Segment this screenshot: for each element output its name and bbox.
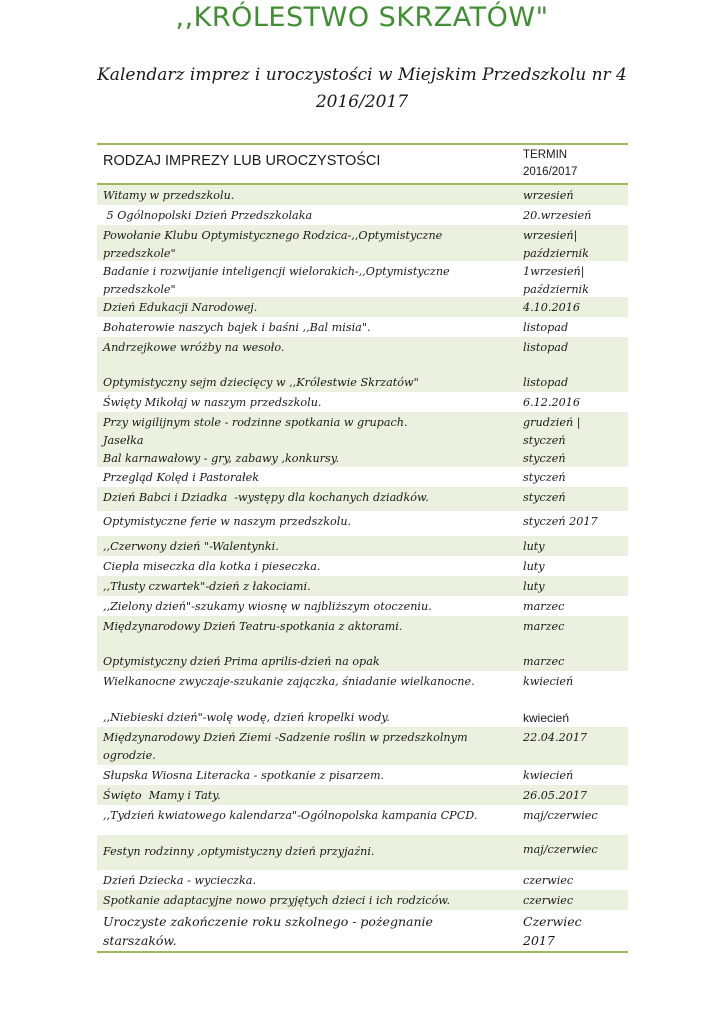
- date-line: grudzień |: [523, 416, 581, 429]
- event-line: Powołanie Klubu Optymistycznego Rodzica-,,Optymistyczne: [103, 229, 443, 242]
- event-cell: Wielkanocne zwyczaje-szukanie zajączka, śniadanie wielkanocne.: [103, 675, 475, 688]
- event-line: starszaków.: [103, 933, 177, 948]
- date-cell: 26.05.2017: [523, 789, 588, 802]
- table-row: [97, 890, 628, 910]
- event-cell: Dzień Edukacji Narodowej.: [103, 301, 258, 314]
- table-row: [97, 185, 628, 205]
- date-line: styczeń: [523, 434, 566, 447]
- subtitle-line-1: Kalendarz imprez i uroczystości w Miejskim Przedszkolu nr 4: [97, 65, 627, 85]
- event-cell: [97, 910, 518, 951]
- event-cell: Witamy w przedszkolu.: [103, 189, 235, 202]
- date-cell: [518, 225, 628, 261]
- date-cell: kwiecień: [523, 675, 574, 688]
- date-cell: listopad: [523, 341, 569, 354]
- event-line: Jasełka: [103, 434, 144, 447]
- event-cell: ,,Zielony dzień"-szukamy wiosnę w najbliższym otoczeniu.: [103, 600, 432, 613]
- date-cell: kwiecień: [523, 711, 570, 725]
- document-subtitle: [40, 62, 684, 116]
- date-cell: styczeń: [523, 452, 566, 465]
- subtitle-line-2: 2016/2017: [315, 92, 409, 112]
- table-row: [97, 392, 628, 412]
- date-cell: luty: [523, 560, 545, 573]
- table-row: [97, 511, 628, 536]
- table-row: [97, 225, 628, 261]
- date-line: Czerwiec: [523, 914, 582, 929]
- document-title: ,,KRÓLESTWO SKRZATÓW": [175, 2, 549, 33]
- table-row: [97, 556, 628, 576]
- event-line: przedszkole": [103, 247, 176, 260]
- table-row: [97, 448, 628, 467]
- table-row: [97, 372, 628, 392]
- event-cell: [97, 727, 518, 765]
- date-cell: 6.12.2016: [523, 396, 580, 409]
- table-row: [97, 205, 628, 225]
- date-cell: marzec: [523, 600, 565, 613]
- event-cell: Ciepła miseczka dla kotka i pieseczka.: [103, 560, 321, 573]
- table-row: [97, 576, 628, 596]
- event-cell: Spotkanie adaptacyjne nowo przyjętych dzieci i ich rodziców.: [103, 894, 451, 907]
- event-cell: [97, 412, 518, 448]
- event-line: Międzynarodowy Dzień Ziemi -Sadzenie roślin w przedszkolnym: [103, 731, 468, 744]
- date-cell: [518, 412, 628, 448]
- event-line: Badanie i rozwijanie inteligencji wielorakich-,,Optymistyczne: [103, 265, 450, 278]
- table-row: [97, 536, 628, 556]
- table-header-row: [97, 145, 628, 185]
- date-cell: maj/czerwiec: [523, 809, 598, 822]
- table-row: [97, 487, 628, 511]
- date-cell: czerwiec: [523, 894, 574, 907]
- date-cell: 4.10.2016: [523, 301, 580, 314]
- event-cell: Święty Mikołaj w naszym przedszkolu.: [103, 396, 322, 409]
- column-header-date-line-2: 2016/2017: [523, 166, 578, 178]
- table-row: [97, 805, 628, 835]
- event-cell: ,,Czerwony dzień "-Walentynki.: [103, 540, 279, 553]
- event-cell: [97, 261, 518, 297]
- event-cell: Optymistyczny dzień Prima aprilis-dzień na opak: [103, 655, 380, 668]
- event-cell: [97, 225, 518, 261]
- date-cell: maj/czerwiec: [523, 843, 598, 856]
- table-row: [97, 785, 628, 805]
- date-cell: styczeń: [523, 491, 566, 504]
- date-cell: listopad: [523, 321, 569, 334]
- table-row: [97, 297, 628, 317]
- table-row: [97, 835, 628, 870]
- event-cell: Bal karnawałowy - gry, zabawy ,konkursy.: [103, 452, 340, 465]
- date-cell: styczeń 2017: [523, 515, 598, 528]
- table-row: [97, 337, 628, 372]
- event-cell: Andrzejkowe wróżby na wesoło.: [103, 341, 285, 354]
- table-row: [97, 596, 628, 616]
- date-line: 1wrzesień|: [523, 265, 585, 278]
- event-cell: Dzień Babci i Dziadka -występy dla kochanych dziadków.: [103, 491, 429, 504]
- date-line: październik: [523, 283, 589, 296]
- table-row: [97, 707, 628, 727]
- column-header-event: RODZAJ IMPREZY LUB UROCZYSTOŚCI: [103, 153, 381, 169]
- table-row: [97, 765, 628, 785]
- table-row: [97, 317, 628, 337]
- date-cell: styczeń: [523, 471, 566, 484]
- date-line: 2017: [523, 933, 555, 948]
- date-cell: [518, 261, 628, 297]
- event-line: Uroczyste zakończenie roku szkolnego - pożegnanie: [103, 914, 433, 929]
- event-line: Przy wigilijnym stole - rodzinne spotkania w grupach.: [103, 416, 408, 429]
- date-line: październik: [523, 247, 589, 260]
- event-cell: Międzynarodowy Dzień Teatru-spotkania z aktorami.: [103, 620, 403, 633]
- event-cell: Festyn rodzinny ,optymistyczny dzień przyjaźni.: [103, 845, 375, 858]
- event-cell: Słupska Wiosna Literacka - spotkanie z pisarzem.: [103, 769, 385, 782]
- table-row: [97, 671, 628, 707]
- table-row: [97, 616, 628, 651]
- event-cell: Optymistyczne ferie w naszym przedszkolu.: [103, 515, 352, 528]
- date-cell: marzec: [523, 655, 565, 668]
- event-line: przedszkole": [103, 283, 176, 296]
- event-line: ogrodzie.: [103, 749, 156, 762]
- date-cell: luty: [523, 540, 545, 553]
- column-header-date: [518, 145, 628, 183]
- date-cell: kwiecień: [523, 769, 574, 782]
- date-cell: czerwiec: [523, 874, 574, 887]
- column-header-date-line-1: TERMIN: [523, 149, 568, 161]
- date-cell: luty: [523, 580, 545, 593]
- date-cell: listopad: [523, 376, 569, 389]
- event-cell: Bohaterowie naszych bajek i baśni ,,Bal misia".: [103, 321, 371, 334]
- table-row: [97, 467, 628, 487]
- event-cell: Przegląd Kolęd i Pastorałek: [103, 471, 260, 484]
- event-cell: Dzień Dziecka - wycieczka.: [103, 874, 257, 887]
- table-row: [97, 870, 628, 890]
- event-cell: ,,Niebieski dzień"-wolę wodę, dzień kropelki wody.: [103, 711, 390, 724]
- table-row: [97, 261, 628, 297]
- table-row: [97, 412, 628, 448]
- event-cell: Optymistyczny sejm dziecięcy w ,,Królestwie Skrzatów": [103, 376, 419, 389]
- date-cell: [518, 910, 628, 951]
- date-cell: 22.04.2017: [523, 731, 588, 744]
- event-cell: ,,Tydzień kwiatowego kalendarza"-Ogólnopolska kampania CPCD.: [103, 809, 478, 822]
- date-cell: wrzesień: [523, 189, 574, 202]
- events-table: [97, 143, 628, 953]
- table-row: [97, 727, 628, 765]
- table-row: [97, 910, 628, 951]
- event-cell: Święto Mamy i Taty.: [103, 789, 221, 802]
- table-row: [97, 651, 628, 671]
- event-cell: 5 Ogólnopolski Dzień Przedszkolaka: [103, 209, 313, 222]
- date-cell: 20.wrzesień: [523, 209, 592, 222]
- date-line: wrzesień|: [523, 229, 578, 242]
- event-cell: ,,Tłusty czwartek"-dzień z łakociami.: [103, 580, 311, 593]
- date-cell: marzec: [523, 620, 565, 633]
